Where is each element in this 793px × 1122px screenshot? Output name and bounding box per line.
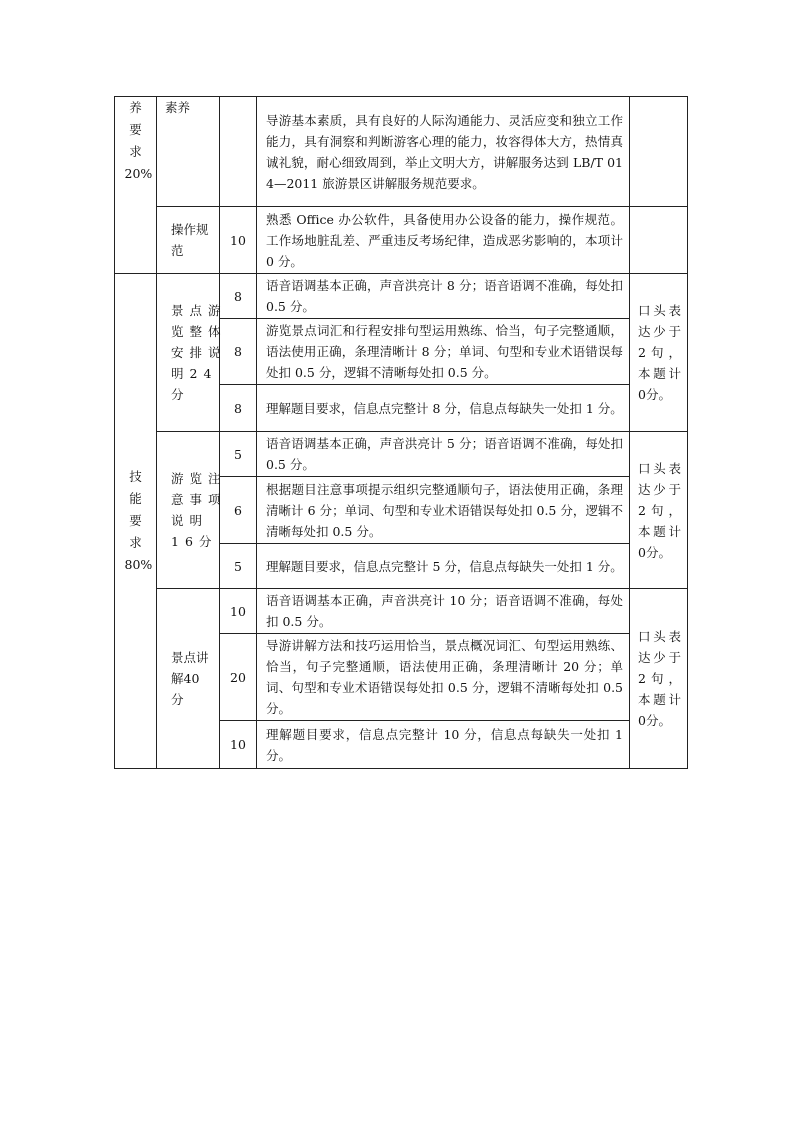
criteria-text: 语音语调基本正确，声音洪亮计 5 分；语音语调不准确，每处扣 0.5 分。: [257, 432, 630, 477]
criteria-text: 熟悉 Office 办公软件，具备使用办公设备的能力，操作规范。工作场地脏乱差、严重违反考场纪律，造成恶劣影响的，本项计 0 分。: [257, 207, 630, 274]
score-cell: 10: [220, 589, 257, 634]
note-cell: [630, 97, 688, 207]
criteria-text: 游览景点词汇和行程安排句型运用熟练、恰当，句子完整通顺，语法使用正确，条理清晰计 8 分；单词、句型和专业术语错误每处扣 0.5 分，逻辑不清晰每处扣 0.5 分。: [257, 319, 630, 385]
criteria-text: 根据题目注意事项提示组织完整通顺句子，语法使用正确，条理清晰计 6 分；单词、句型和专业术语错误每处扣 0.5 分，逻辑不清晰每处扣 0.5 分。: [257, 477, 630, 544]
score-cell: 10: [220, 721, 257, 769]
table-row: [115, 274, 688, 319]
score-cell: 5: [220, 544, 257, 589]
category-cell: [115, 274, 157, 769]
note-cell: 口头表达少于2句，本题计0分。: [630, 274, 688, 432]
score-cell: 8: [220, 385, 257, 432]
table-row: [115, 207, 688, 274]
note-cell: 口头表达少于2句，本题计0分。: [630, 589, 688, 769]
subitem-name: 景点游览整体安排说明24分: [157, 274, 220, 432]
score-cell: 20: [220, 634, 257, 721]
criteria-text: 理解题目要求，信息点完整计 5 分，信息点每缺失一处扣 1 分。: [257, 544, 630, 589]
score-cell: 5: [220, 432, 257, 477]
criteria-text: 语音语调基本正确，声音洪亮计 10 分；语音语调不准确，每处扣 0.5 分。: [257, 589, 630, 634]
criteria-text: 理解题目要求，信息点完整计 8 分，信息点每缺失一处扣 1 分。: [257, 385, 630, 432]
category-label: 技能要求80%: [124, 469, 153, 572]
subitem-name: 游览注意事项说明16分: [157, 432, 220, 589]
table-row: [115, 97, 688, 207]
category-cell: [115, 97, 157, 274]
score-cell: 8: [220, 274, 257, 319]
subitem-name: 素养: [157, 97, 220, 207]
scoring-table: [114, 96, 688, 769]
subitem-name: 景点讲解40分: [157, 589, 220, 769]
score-cell: 8: [220, 319, 257, 385]
category-label: 养要求20%: [124, 100, 153, 181]
criteria-text: 导游基本素质，具有良好的人际沟通能力、灵活应变和独立工作能力，具有洞察和判断游客心理的能力，妆容得体大方，热情真诚礼貌，耐心细致周到，举止文明大方，讲解服务达到 LB/T 014—2011 旅游景区讲解服务规范要求。: [257, 97, 630, 207]
table-row: [115, 432, 688, 477]
criteria-text: 语音语调基本正确，声音洪亮计 8 分；语音语调不准确，每处扣 0.5 分。: [257, 274, 630, 319]
criteria-text: 导游讲解方法和技巧运用恰当，景点概况词汇、句型运用熟练、恰当，句子完整通顺，语法使用正确，条理清晰计 20 分；单词、句型和专业术语错误每处扣 0.5 分，逻辑不清晰每处扣 0.5 分。: [257, 634, 630, 721]
note-cell: 口头表达少于2句，本题计0分。: [630, 432, 688, 589]
score-cell: 6: [220, 477, 257, 544]
score-cell: [220, 97, 257, 207]
score-cell: 10: [220, 207, 257, 274]
note-cell: [630, 207, 688, 274]
subitem-name: 操作规范: [157, 207, 220, 274]
criteria-text: 理解题目要求，信息点完整计 10 分，信息点每缺失一处扣 1 分。: [257, 721, 630, 769]
table-row: [115, 589, 688, 634]
